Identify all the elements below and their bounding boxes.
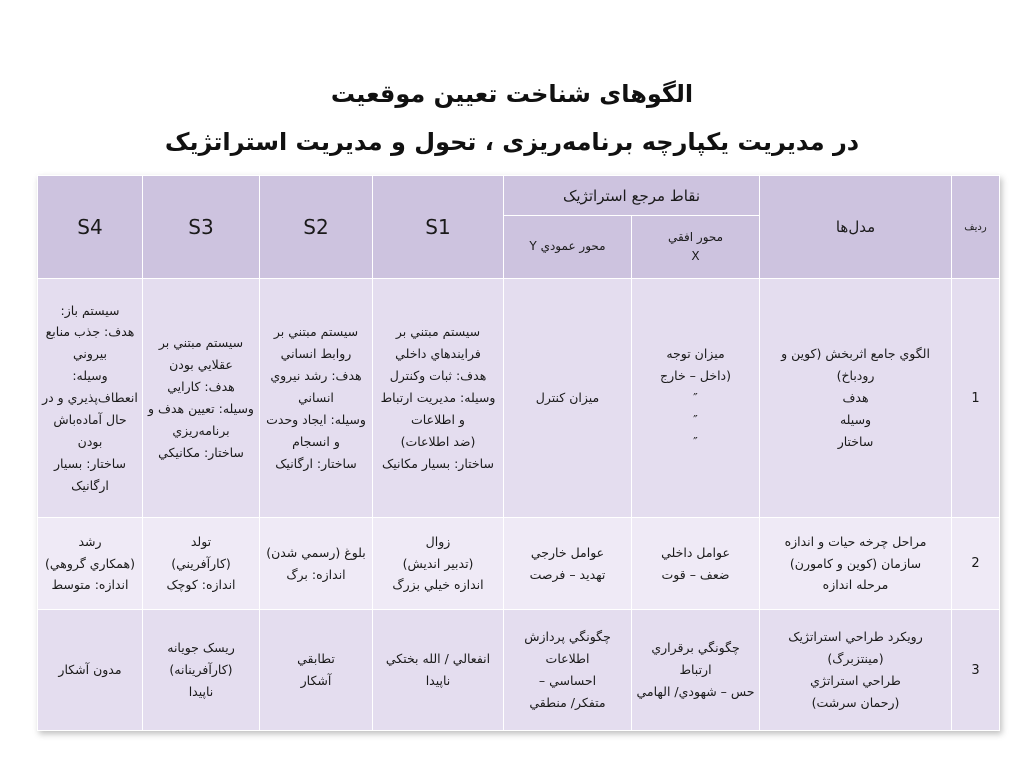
title-line-2: در مدیریت یکپارچه برنامه‌ریزی ، تحول و مدیریت استراتژیک <box>164 128 860 156</box>
s1-cell: انفعالي / الله بختکي ناپيدا <box>373 610 504 731</box>
s4-cell: مدون آشکار <box>38 610 143 731</box>
horizontal-axis-cell: چگونگي برقراري ارتباط حس – شهودي/ الهامي <box>632 610 760 731</box>
title-line-1: الگوهای شناخت تعیین موقعیت <box>330 80 694 108</box>
header-s2: S2 <box>260 176 373 279</box>
table-row <box>38 518 1000 610</box>
s3-cell: ريسک جويانه (کارآفرينانه) ناپيدا <box>143 610 260 731</box>
s4-cell: رشد (همکاري گروهي) اندازه: متوسط <box>38 518 143 610</box>
header-horizontal-axis: محور افقي X <box>632 216 760 279</box>
header-models: مدل‌ها <box>760 176 952 279</box>
header-reference-points: نقاط مرجع استراتژيک <box>504 176 760 216</box>
table-row <box>38 610 1000 731</box>
model-cell: مراحل چرخه حيات و اندازه سازمان (کوين و کامورن) مرحله اندازه <box>760 518 952 610</box>
s1-cell: سيستم مبتني بر فرايندهاي داخلي هدف: ثبات وکنترل وسيله: مديريت ارتباط و اطلاعات (ضد اطلاعات) ساختار: بسيار مکانيک <box>373 279 504 518</box>
s3-cell: سيستم مبتني بر عقلايي بودن هدف: کارايي وسيله: تعيين هدف و برنامه‌ريزي ساختار: مکانيکي <box>143 279 260 518</box>
row-number: 1 <box>952 279 1000 518</box>
model-cell: الگوي جامع اثربخش (کوين و رودباخ) هدف وسيله ساختار <box>760 279 952 518</box>
s2-cell: تطابقي آشکار <box>260 610 373 731</box>
vertical-axis-cell: عوامل خارجي تهديد – فرصت <box>504 518 632 610</box>
header-row-number: رديف <box>952 176 1000 279</box>
model-cell: رويکرد طراحي استراتژيک (مينتزبرگ) طراحي استراتژي (رحمان سرشت) <box>760 610 952 731</box>
vertical-axis-cell: چگونگي پردازش اطلاعات احساسي – متفکر/ منطقي <box>504 610 632 731</box>
table-row <box>38 279 1000 518</box>
s2-cell: سيستم مبتني بر روابط انساني هدف: رشد نيروي انساني وسيله: ايجاد وحدت و انسجام ساختار: ارگانيک <box>260 279 373 518</box>
vertical-axis-cell: ميزان کنترل <box>504 279 632 518</box>
s1-cell: زوال (تدبير انديش) اندازه خيلي بزرگ <box>373 518 504 610</box>
s3-cell: تولد (کارآفريني) اندازه: کوچک <box>143 518 260 610</box>
s2-cell: بلوغ (رسمي شدن) اندازه: برگ <box>260 518 373 610</box>
row-number: 2 <box>952 518 1000 610</box>
row-number: 3 <box>952 610 1000 731</box>
header-s3: S3 <box>143 176 260 279</box>
header-s1: S1 <box>373 176 504 279</box>
horizontal-axis-cell: ميزان توجه (داخل – خارج ″ ″ ″ <box>632 279 760 518</box>
s4-cell: سيستم باز: هدف: جذب منابع بيروني وسيله: انعطاف‌پذيري و در حال آماده‌باش بودن ساختار: بسيار ارگانيک <box>38 279 143 518</box>
header-s4: S4 <box>38 176 143 279</box>
horizontal-axis-cell: عوامل داخلي ضعف – قوت <box>632 518 760 610</box>
header-vertical-axis: محور عمودي Y <box>504 216 632 279</box>
strategic-models-table <box>37 175 1000 731</box>
